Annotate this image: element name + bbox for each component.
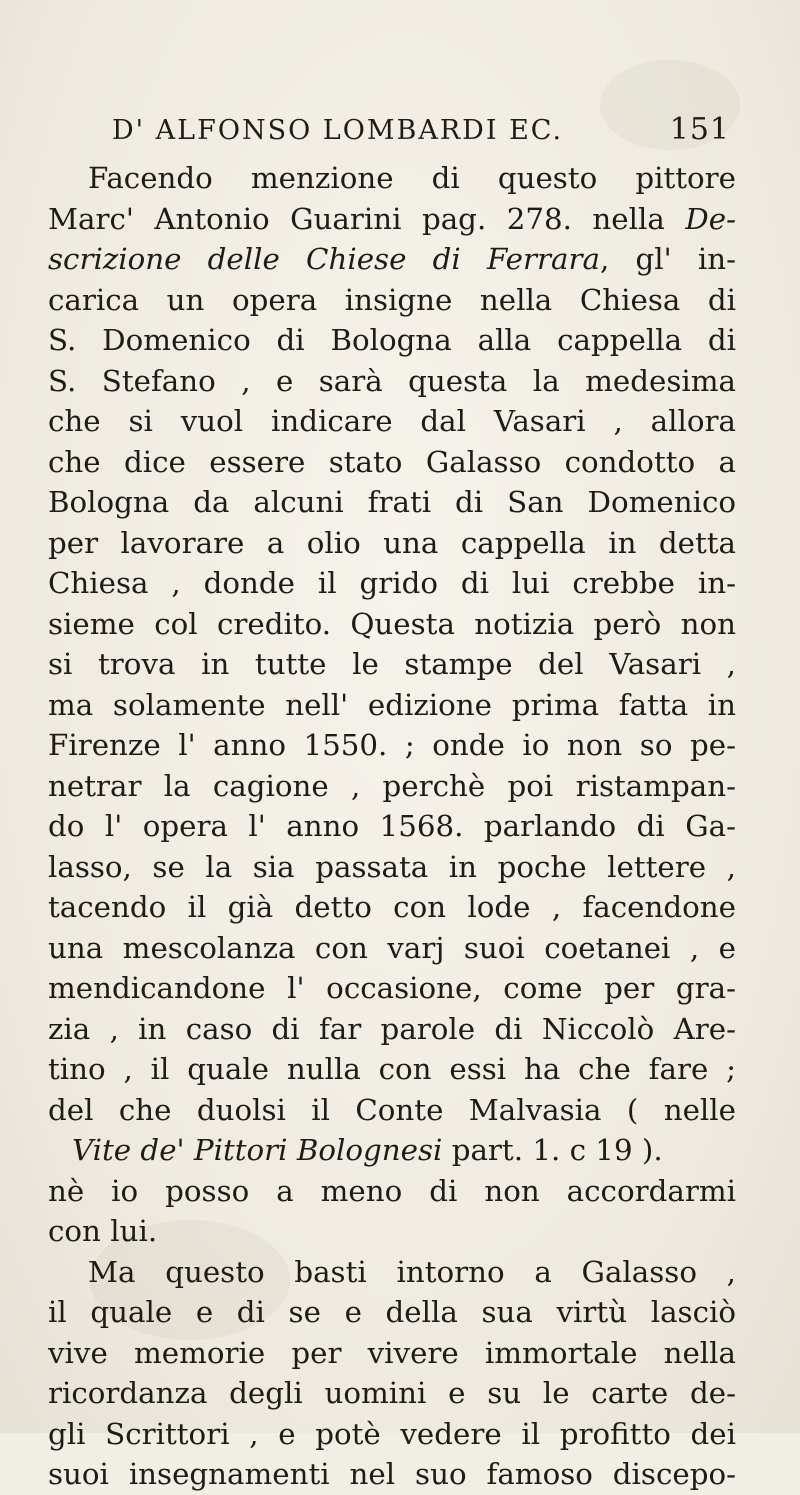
italic-text: scrizione delle Chiese di Ferrara <box>48 242 600 276</box>
italic-text: De- <box>685 201 736 236</box>
text-line: scrizione delle Chiese di Ferrara, gl' in- <box>48 242 736 276</box>
text-line: mendicandone l' occasione, come per gra- <box>48 971 736 1005</box>
text-line: il quale e di se e della sua virtù lasciò <box>48 1295 736 1329</box>
text-line: si trova in tutte le stampe del Vasari , <box>48 647 736 681</box>
text-line: carica un opera insigne nella Chiesa di <box>48 282 736 317</box>
text-line: do l' opera l' anno 1568. parlando di Ga- <box>48 809 736 843</box>
text-line: zia , in caso di far parole di Niccolò Are- <box>48 1011 736 1046</box>
text-line: gli Scrittori , e potè vedere il profitto dei <box>48 1416 736 1451</box>
text-line: Firenze l' anno 1550. ; onde io non so pe- <box>48 728 736 762</box>
text-line: una mescolanza con varj suoi coetanei , e <box>48 930 736 965</box>
text-line: con lui. <box>48 1214 158 1248</box>
text-line: ma solamente nell' edizione prima fatta in <box>48 687 736 722</box>
text-line: tino , il quale nulla con essi ha che fare ; <box>48 1052 736 1086</box>
text-line: lasso, se la sia passata in poche lettere , <box>48 849 736 884</box>
text-line: Bologna da alcuni frati di San Domenico <box>48 485 736 519</box>
text-line: tacendo il già detto con lode , facendone <box>48 890 736 924</box>
body-text <box>48 158 736 1495</box>
text-line: suoi insegnamenti nel suo famoso discepo- <box>48 1457 736 1491</box>
text-line: Chiesa , donde il grido di lui crebbe in- <box>48 566 736 600</box>
text-line: vive memorie per vivere immortale nella <box>48 1335 736 1370</box>
running-title: D' ALFONSO LOMBARDI EC. <box>112 115 564 146</box>
text-line: netrar la cagione , perchè poi ristampan- <box>48 768 736 803</box>
text-line: per lavorare a olio una cappella in detta <box>48 525 736 560</box>
page-number: 151 <box>669 112 730 147</box>
text-line: Facendo menzione di questo pittore <box>88 161 736 195</box>
text-line: Marc' Antonio Guarini pag. 278. nella De- <box>48 201 736 236</box>
text-line: Ma questo basti intorno a Galasso , <box>88 1254 736 1289</box>
italic-text: Vite de' Pittori Bolognesi <box>72 1133 443 1167</box>
running-head <box>110 112 730 152</box>
text-line: che dice essere stato Galasso condotto a <box>48 444 736 479</box>
text-line: ricordanza degli uomini e su le carte de- <box>48 1376 736 1410</box>
text-line: S. Domenico di Bologna alla cappella di <box>48 323 736 357</box>
text-line: Vite de' Pittori Bolognesi part. 1. c 19 ). <box>72 1133 663 1167</box>
text-line: del che duolsi il Conte Malvasia ( nelle <box>48 1092 736 1127</box>
text-line: S. Stefano , e sarà questa la medesima <box>48 363 736 398</box>
text-line: che si vuol indicare dal Vasari , allora <box>48 404 736 438</box>
text-line: sieme col credito. Questa notizia però non <box>48 606 736 641</box>
text-line: nè io posso a meno di non accordarmi <box>48 1173 736 1208</box>
